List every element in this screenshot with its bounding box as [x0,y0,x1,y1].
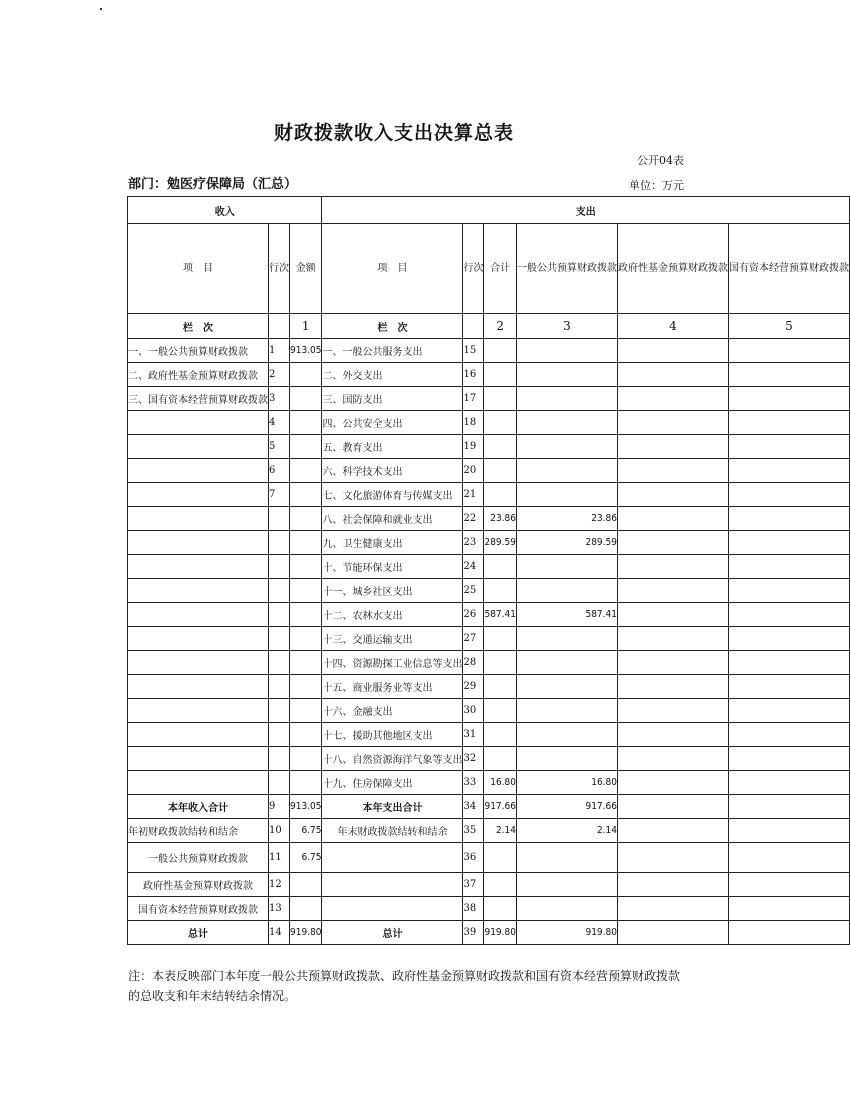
income-amount [290,771,322,795]
expense-summary-item: 年末财政拨款结转和结余 [322,819,463,843]
expense-item: 一、一般公共服务支出 [322,339,463,363]
fund-budget-value [617,435,728,459]
income-row-number [269,699,290,723]
income-row-number [269,531,290,555]
fund-budget-value [617,675,728,699]
expense-total [484,723,516,747]
expense-item: 十二、农林水支出 [322,603,463,627]
general-budget-value [516,873,617,897]
income-amount: 6.75 [290,843,322,873]
state-capital-value [728,555,849,579]
income-summary-item: 一般公共预算财政拨款 [128,843,269,873]
income-item [128,675,269,699]
income-row-number: 4 [269,411,290,435]
income-item [128,483,269,507]
col-label-expense: 栏 次 [322,314,463,339]
state-capital-value [728,507,849,531]
income-item [128,723,269,747]
expense-row-number: 17 [463,387,484,411]
expense-total [484,747,516,771]
income-summary-item: 国有资本经营预算财政拨款 [128,897,269,921]
general-budget-value [516,459,617,483]
expense-row-number: 24 [463,555,484,579]
fund-budget-value [617,747,728,771]
expense-item: 十九、住房保障支出 [322,771,463,795]
state-capital-value [728,723,849,747]
income-row-number: 7 [269,483,290,507]
expense-row-number: 39 [463,921,484,945]
state-capital-value [728,483,849,507]
expense-row-number: 16 [463,363,484,387]
general-budget-value [516,627,617,651]
expense-item: 十六、金融支出 [322,699,463,723]
summary-row [128,873,850,897]
col-index: 3 [516,314,617,339]
expense-row-number: 20 [463,459,484,483]
income-row-number: 1 [269,339,290,363]
state-capital-value [728,651,849,675]
expense-total [484,843,516,873]
expense-total: 917.66 [484,795,516,819]
expense-item: 十五、商业服务业等支出 [322,675,463,699]
table-row [128,387,850,411]
expense-total: 289.59 [484,531,516,555]
expense-summary-item: 总计 [322,921,463,945]
general-budget-value [516,723,617,747]
income-amount [290,897,322,921]
expense-summary-item [322,843,463,873]
general-budget-value [516,435,617,459]
expense-summary-item [322,873,463,897]
table-row [128,435,850,459]
expense-item: 十一、城乡社区支出 [322,579,463,603]
income-row-number [269,723,290,747]
expense-total [484,555,516,579]
expense-row-number: 30 [463,699,484,723]
state-capital-header: 国有资本经营预算财政拨款 [728,224,849,314]
fund-budget-value [617,873,728,897]
income-row-number: 14 [269,921,290,945]
state-capital-value [728,579,849,603]
income-amount [290,387,322,411]
income-row-number [269,651,290,675]
expense-row-number: 38 [463,897,484,921]
income-item [128,579,269,603]
income-item [128,411,269,435]
expense-total [484,579,516,603]
expense-header: 支出 [322,197,849,224]
table-row [128,459,850,483]
income-amount [290,555,322,579]
col-index: 2 [484,314,516,339]
col-index: 1 [290,314,322,339]
income-row-number [269,627,290,651]
general-budget-value: 919.80 [516,921,617,945]
general-budget-value [516,675,617,699]
expense-row-number: 25 [463,579,484,603]
budget-table [127,196,850,945]
income-amount [290,483,322,507]
income-item: 二、政府性基金预算财政拨款 [128,363,269,387]
table-row [128,603,850,627]
general-budget-value: 289.59 [516,531,617,555]
form-number: 公开04表 [637,154,684,167]
table-row [128,723,850,747]
state-capital-value [728,843,849,873]
fund-budget-value [617,819,728,843]
table-row [128,579,850,603]
income-summary-item: 总计 [128,921,269,945]
general-budget-value [516,363,617,387]
expense-row-number: 28 [463,651,484,675]
fund-budget-value [617,723,728,747]
income-row-number: 12 [269,873,290,897]
state-capital-value [728,819,849,843]
state-capital-value [728,531,849,555]
general-budget-value [516,699,617,723]
expense-row-number: 15 [463,339,484,363]
income-amount [290,531,322,555]
general-budget-value [516,651,617,675]
table-row [128,675,850,699]
income-amount [290,675,322,699]
expense-total [484,873,516,897]
expense-total: 919.80 [484,921,516,945]
expense-row-number: 21 [463,483,484,507]
income-row-number: 3 [269,387,290,411]
expense-total [484,411,516,435]
summary-row [128,843,850,873]
expense-row-number: 29 [463,675,484,699]
income-amount [290,507,322,531]
general-budget-value: 23.86 [516,507,617,531]
expense-item: 十七、援助其他地区支出 [322,723,463,747]
summary-row [128,921,850,945]
fund-budget-value [617,627,728,651]
general-budget-value [516,555,617,579]
income-row-number: 5 [269,435,290,459]
income-row-number: 10 [269,819,290,843]
income-header: 收入 [128,197,322,224]
income-item [128,555,269,579]
empty-cell [463,314,484,339]
income-summary-item: 政府性基金预算财政拨款 [128,873,269,897]
col-label-income: 栏 次 [128,314,269,339]
table-row [128,411,850,435]
general-budget-value [516,387,617,411]
general-budget-value [516,339,617,363]
income-amount [290,579,322,603]
income-row-number: 6 [269,459,290,483]
expense-item-header: 项 目 [322,224,463,314]
expense-total: 23.86 [484,507,516,531]
state-capital-value [728,675,849,699]
income-amount [290,435,322,459]
table-row [128,699,850,723]
state-capital-value [728,897,849,921]
income-row-number: 11 [269,843,290,873]
expense-item: 十三、交通运输支出 [322,627,463,651]
income-amount [290,603,322,627]
expense-total [484,675,516,699]
expense-summary-item: 本年支出合计 [322,795,463,819]
expense-item: 九、卫生健康支出 [322,531,463,555]
expense-item: 五、教育支出 [322,435,463,459]
unit-label: 单位：万元 [629,179,684,192]
fund-budget-value [617,555,728,579]
expense-item: 十八、自然资源海洋气象等支出 [322,747,463,771]
income-item: 三、国有资本经营预算财政拨款 [128,387,269,411]
expense-total [484,459,516,483]
income-amount [290,459,322,483]
income-item [128,627,269,651]
income-item [128,651,269,675]
fund-budget-value [617,411,728,435]
expense-item: 八、社会保障和就业支出 [322,507,463,531]
expense-row-number: 27 [463,627,484,651]
income-amount [290,723,322,747]
state-capital-value [728,627,849,651]
state-capital-value [728,459,849,483]
general-budget-value: 16.80 [516,771,617,795]
income-item [128,435,269,459]
fund-budget-value [617,531,728,555]
state-capital-value [728,387,849,411]
income-item: 一、一般公共预算财政拨款 [128,339,269,363]
expense-total-header: 合计 [484,224,516,314]
income-row-number [269,675,290,699]
income-row-number [269,771,290,795]
table-row [128,651,850,675]
fund-budget-value [617,921,728,945]
expense-row-number: 32 [463,747,484,771]
income-item [128,699,269,723]
expense-total [484,483,516,507]
table-row [128,531,850,555]
fund-budget-value [617,897,728,921]
state-capital-value [728,873,849,897]
expense-row-number: 35 [463,819,484,843]
fund-budget-value [617,795,728,819]
expense-item: 七、文化旅游体育与传媒支出 [322,483,463,507]
expense-row-number: 34 [463,795,484,819]
state-capital-value [728,921,849,945]
income-amount [290,363,322,387]
income-amount: 6.75 [290,819,322,843]
expense-total [484,435,516,459]
empty-cell [269,314,290,339]
general-budget-value: 917.66 [516,795,617,819]
expense-total [484,651,516,675]
page-title: 财政拨款收入支出决算总表 [273,122,514,144]
income-row-number [269,579,290,603]
expense-total [484,387,516,411]
fund-budget-value [617,651,728,675]
fund-budget-header: 政府性基金预算财政拨款 [617,224,728,314]
income-row-number: 13 [269,897,290,921]
general-budget-value [516,843,617,873]
fund-budget-value [617,603,728,627]
state-capital-value [728,363,849,387]
general-budget-value: 587.41 [516,603,617,627]
expense-total [484,699,516,723]
fund-budget-value [617,699,728,723]
income-row-number: 2 [269,363,290,387]
state-capital-value [728,411,849,435]
income-row-number: 9 [269,795,290,819]
expense-row-number: 26 [463,603,484,627]
expense-row-number: 23 [463,531,484,555]
expense-item: 六、科学技术支出 [322,459,463,483]
income-amount-header: 金额 [290,224,322,314]
expense-row-number: 31 [463,723,484,747]
income-item [128,603,269,627]
income-item [128,747,269,771]
fund-budget-value [617,459,728,483]
expense-item: 十四、资源勘探工业信息等支出 [322,651,463,675]
general-budget-value [516,411,617,435]
table-row [128,507,850,531]
footnote: 注：本表反映部门本年度一般公共预算财政拨款、政府性基金预算财政拨款和国有资本经营预算财政拨款的总收支和年末结转结余情况。 [128,969,681,1003]
state-capital-value [728,435,849,459]
table-row [128,339,850,363]
expense-total [484,627,516,651]
general-budget-value [516,579,617,603]
income-item [128,507,269,531]
income-item [128,459,269,483]
scan-speck [100,8,102,10]
state-capital-value [728,771,849,795]
state-capital-value [728,603,849,627]
income-amount [290,699,322,723]
col-index: 5 [728,314,849,339]
income-summary-item: 本年收入合计 [128,795,269,819]
general-budget-value [516,897,617,921]
state-capital-value [728,339,849,363]
income-row-number [269,603,290,627]
expense-total [484,339,516,363]
income-row-number [269,555,290,579]
income-amount [290,651,322,675]
expense-row-number: 36 [463,843,484,873]
summary-row [128,819,850,843]
table-row [128,555,850,579]
income-summary-item: 年初财政拨款结转和结余 [128,819,269,843]
general-budget-value [516,747,617,771]
fund-budget-value [617,483,728,507]
fund-budget-value [617,771,728,795]
fund-budget-value [617,507,728,531]
income-amount [290,411,322,435]
expense-summary-item [322,897,463,921]
income-amount: 919.80 [290,921,322,945]
income-item [128,771,269,795]
fund-budget-value [617,339,728,363]
state-capital-value [728,747,849,771]
department-label: 部门：勉医疗保障局（汇总） [128,177,298,192]
expense-total [484,363,516,387]
expense-total: 587.41 [484,603,516,627]
expense-row-number: 22 [463,507,484,531]
income-row-number [269,507,290,531]
state-capital-value [728,795,849,819]
expense-total: 16.80 [484,771,516,795]
expense-row-number: 37 [463,873,484,897]
income-amount: 913.05 [290,795,322,819]
expense-row-number: 18 [463,411,484,435]
summary-row [128,897,850,921]
table-row [128,627,850,651]
expense-item: 三、国防支出 [322,387,463,411]
income-item-header: 项 目 [128,224,269,314]
expense-total [484,897,516,921]
summary-row [128,795,850,819]
state-capital-value [728,699,849,723]
income-rowno-header: 行次 [269,224,290,314]
income-amount [290,627,322,651]
col-index: 4 [617,314,728,339]
table-row [128,483,850,507]
table-row [128,771,850,795]
fund-budget-value [617,843,728,873]
income-amount [290,873,322,897]
general-budget-value: 2.14 [516,819,617,843]
income-amount: 913.05 [290,339,322,363]
fund-budget-value [617,387,728,411]
income-row-number [269,747,290,771]
general-budget-value [516,483,617,507]
expense-row-number: 33 [463,771,484,795]
expense-rowno-header: 行次 [463,224,484,314]
expense-total: 2.14 [484,819,516,843]
expense-item: 二、外交支出 [322,363,463,387]
expense-item: 十、节能环保支出 [322,555,463,579]
general-budget-header: 一般公共预算财政拨款 [516,224,617,314]
income-item [128,531,269,555]
fund-budget-value [617,363,728,387]
table-row [128,363,850,387]
income-amount [290,747,322,771]
fund-budget-value [617,579,728,603]
table-row [128,747,850,771]
expense-item: 四、公共安全支出 [322,411,463,435]
expense-row-number: 19 [463,435,484,459]
